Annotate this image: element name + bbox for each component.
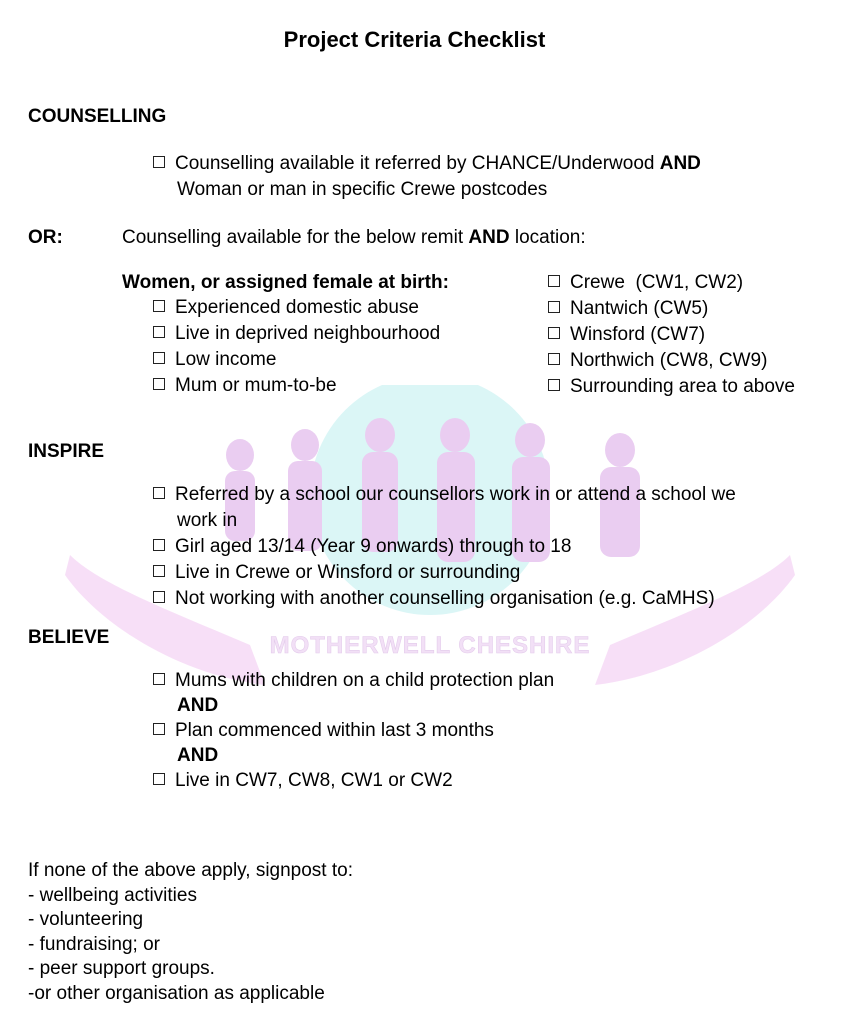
list-item: Mums with children on a child protection plan bbox=[153, 668, 554, 694]
list-item: Live in deprived neighbourhood bbox=[153, 321, 440, 347]
checkbox[interactable] bbox=[153, 723, 165, 735]
checkbox[interactable] bbox=[153, 565, 165, 577]
checkbox[interactable] bbox=[548, 301, 560, 313]
inspire-list bbox=[153, 482, 736, 612]
and-connector: AND bbox=[177, 745, 219, 766]
list-item: Not working with another counselling organisation (e.g. CaMHS) bbox=[153, 586, 736, 612]
list-item: Winsford (CW7) bbox=[548, 322, 795, 348]
or-text: Counselling available for the below remit AND location: bbox=[122, 227, 586, 248]
checkbox[interactable] bbox=[153, 487, 165, 499]
list-item: Low income bbox=[153, 347, 440, 373]
watermark-text: MOTHERWELL CHESHIRE bbox=[269, 632, 591, 659]
list-item: Crewe (CW1, CW2) bbox=[548, 270, 795, 296]
list-item: Nantwich (CW5) bbox=[548, 296, 795, 322]
checkbox[interactable] bbox=[548, 275, 560, 287]
list-item: Experienced domestic abuse bbox=[153, 295, 440, 321]
or-label: OR: bbox=[28, 227, 63, 248]
signpost-item: - volunteering bbox=[28, 909, 144, 930]
counselling-item: Counselling available it referred by CHANCE/Underwood AND bbox=[153, 151, 701, 177]
and-connector: AND bbox=[177, 695, 219, 716]
checkbox[interactable] bbox=[153, 326, 165, 338]
checkbox[interactable] bbox=[153, 156, 165, 168]
signpost-block bbox=[28, 859, 353, 1006]
inspire-heading: INSPIRE bbox=[28, 441, 105, 462]
counselling-item-continuation: Woman or man in specific Crewe postcodes bbox=[177, 179, 548, 200]
signpost-item: -or other organisation as applicable bbox=[28, 982, 325, 1004]
signpost-item: - fundraising; or bbox=[28, 933, 161, 955]
counselling-heading: COUNSELLING bbox=[28, 106, 167, 127]
location-list bbox=[548, 270, 795, 400]
women-criteria-list bbox=[153, 295, 440, 399]
list-item: Surrounding area to above bbox=[548, 374, 795, 400]
signpost-intro: If none of the above apply, signpost to: bbox=[28, 860, 353, 881]
checkbox[interactable] bbox=[153, 773, 165, 785]
believe-heading: BELIEVE bbox=[28, 627, 110, 648]
checkbox[interactable] bbox=[548, 353, 560, 365]
checkbox[interactable] bbox=[153, 378, 165, 390]
counselling-block bbox=[153, 151, 701, 203]
list-item: Mum or mum-to-be bbox=[153, 373, 440, 399]
checkbox[interactable] bbox=[153, 673, 165, 685]
page-title: Project Criteria Checklist bbox=[283, 27, 546, 52]
signpost-item: - peer support groups. bbox=[28, 958, 215, 979]
list-item: Live in Crewe or Winsford or surrounding bbox=[153, 560, 736, 586]
checkbox[interactable] bbox=[548, 327, 560, 339]
believe-list bbox=[153, 668, 554, 794]
checkbox[interactable] bbox=[153, 300, 165, 312]
list-item: Plan commenced within last 3 months bbox=[153, 718, 554, 744]
list-item-continuation: work in bbox=[177, 510, 238, 531]
list-item: Northwich (CW8, CW9) bbox=[548, 348, 795, 374]
checkbox[interactable] bbox=[153, 539, 165, 551]
women-group-heading: Women, or assigned female at birth: bbox=[122, 272, 449, 293]
checkbox[interactable] bbox=[153, 352, 165, 364]
signpost-item: - wellbeing activities bbox=[28, 884, 197, 906]
checkbox[interactable] bbox=[153, 591, 165, 603]
list-item: Live in CW7, CW8, CW1 or CW2 bbox=[153, 768, 554, 794]
list-item: Girl aged 13/14 (Year 9 onwards) through to 18 bbox=[153, 534, 736, 560]
checkbox[interactable] bbox=[548, 379, 560, 391]
list-item: Referred by a school our counsellors work in or attend a school we bbox=[153, 482, 736, 508]
